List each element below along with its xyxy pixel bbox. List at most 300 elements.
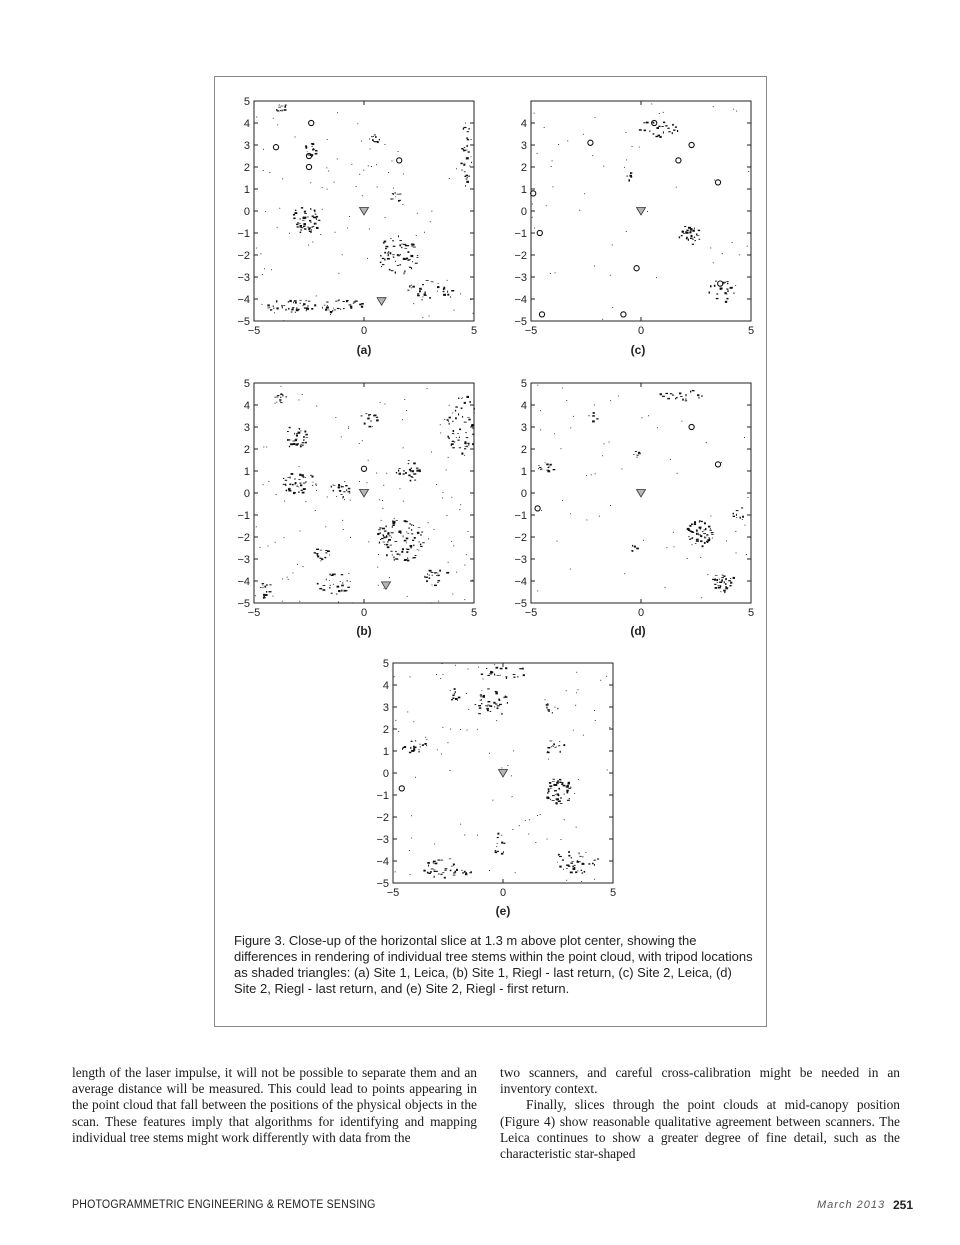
point bbox=[359, 481, 360, 482]
point bbox=[425, 737, 426, 738]
point bbox=[707, 535, 709, 536]
point bbox=[537, 591, 538, 592]
point bbox=[359, 174, 360, 175]
x-tick-label: −5 bbox=[247, 607, 261, 619]
point bbox=[335, 417, 336, 418]
point bbox=[460, 824, 461, 825]
point bbox=[497, 675, 500, 676]
point bbox=[441, 874, 442, 876]
point bbox=[378, 585, 379, 586]
point bbox=[595, 117, 596, 118]
point bbox=[528, 834, 529, 835]
point bbox=[696, 540, 699, 542]
point bbox=[400, 254, 401, 255]
point bbox=[411, 267, 412, 269]
point bbox=[407, 557, 408, 559]
x-tick-label: −5 bbox=[524, 325, 538, 337]
point bbox=[471, 425, 473, 427]
point bbox=[413, 746, 415, 748]
point bbox=[299, 466, 300, 467]
point bbox=[437, 575, 440, 576]
scatter-plot-d bbox=[491, 370, 771, 619]
point bbox=[387, 253, 390, 254]
point bbox=[554, 790, 557, 791]
point bbox=[465, 873, 467, 875]
point bbox=[402, 419, 403, 420]
point bbox=[714, 180, 715, 181]
point bbox=[452, 594, 453, 595]
point bbox=[376, 419, 379, 421]
point bbox=[398, 731, 399, 732]
point bbox=[381, 266, 382, 267]
point bbox=[279, 105, 280, 106]
point bbox=[547, 792, 549, 793]
point bbox=[333, 308, 334, 309]
plot-panel-d bbox=[491, 370, 771, 619]
point bbox=[276, 307, 278, 309]
point bbox=[420, 746, 421, 747]
y-tick-label: 1 bbox=[520, 184, 527, 196]
point bbox=[471, 157, 472, 158]
point bbox=[612, 245, 613, 246]
point bbox=[559, 782, 561, 783]
point bbox=[610, 505, 611, 506]
point bbox=[325, 550, 327, 551]
point bbox=[290, 477, 291, 479]
x-tick-label: 5 bbox=[747, 607, 755, 619]
point bbox=[461, 148, 463, 149]
point bbox=[295, 210, 297, 211]
point bbox=[374, 141, 377, 142]
x-tick-label: 0 bbox=[637, 607, 645, 619]
point bbox=[546, 464, 549, 466]
point bbox=[437, 749, 438, 750]
point bbox=[574, 865, 575, 866]
point bbox=[408, 463, 410, 464]
point bbox=[316, 485, 317, 486]
point bbox=[323, 585, 326, 586]
point bbox=[665, 587, 666, 588]
point bbox=[554, 785, 556, 786]
point bbox=[404, 540, 407, 542]
point bbox=[487, 710, 489, 712]
point bbox=[467, 417, 469, 418]
point bbox=[466, 554, 467, 555]
point bbox=[281, 106, 284, 107]
point bbox=[691, 235, 693, 237]
point bbox=[497, 707, 499, 709]
point bbox=[407, 245, 409, 246]
point bbox=[442, 663, 443, 664]
point bbox=[595, 473, 596, 474]
point bbox=[456, 572, 457, 573]
point bbox=[549, 782, 551, 784]
point bbox=[334, 573, 335, 575]
point bbox=[322, 209, 323, 210]
point bbox=[557, 708, 558, 709]
point bbox=[301, 474, 304, 476]
point bbox=[419, 470, 421, 472]
point bbox=[740, 517, 741, 519]
point bbox=[393, 557, 395, 558]
point bbox=[296, 435, 298, 437]
point bbox=[316, 549, 319, 550]
point bbox=[292, 307, 294, 308]
point bbox=[506, 678, 507, 679]
point bbox=[494, 706, 495, 707]
y-tick-label: −1 bbox=[514, 510, 527, 522]
point bbox=[502, 768, 503, 769]
point bbox=[702, 531, 704, 532]
point bbox=[469, 401, 471, 403]
point bbox=[303, 440, 305, 441]
point bbox=[704, 530, 706, 531]
point bbox=[345, 485, 347, 486]
point bbox=[464, 402, 466, 404]
y-tick-label: −3 bbox=[514, 554, 527, 566]
point bbox=[324, 305, 326, 306]
point bbox=[685, 399, 687, 400]
point bbox=[659, 113, 660, 114]
point bbox=[300, 444, 302, 445]
point bbox=[634, 546, 636, 548]
point bbox=[540, 814, 541, 815]
point bbox=[430, 221, 431, 222]
point bbox=[597, 859, 599, 860]
point bbox=[466, 138, 468, 139]
point bbox=[378, 529, 381, 530]
point bbox=[342, 498, 343, 499]
point bbox=[434, 844, 435, 845]
point bbox=[262, 274, 263, 275]
point bbox=[453, 864, 454, 866]
point bbox=[341, 574, 343, 575]
point bbox=[432, 575, 433, 576]
y-tick-label: −4 bbox=[514, 294, 527, 306]
point bbox=[346, 489, 347, 491]
point bbox=[300, 226, 302, 228]
point bbox=[488, 701, 491, 702]
point bbox=[294, 433, 295, 435]
point bbox=[263, 587, 264, 588]
point bbox=[275, 542, 276, 543]
point bbox=[724, 591, 725, 593]
point bbox=[282, 395, 283, 397]
point bbox=[594, 710, 595, 711]
point bbox=[276, 397, 278, 398]
point bbox=[714, 584, 716, 585]
point bbox=[300, 303, 301, 304]
point bbox=[644, 130, 646, 132]
point bbox=[300, 431, 301, 432]
point bbox=[718, 587, 721, 589]
point bbox=[411, 288, 412, 289]
point bbox=[710, 248, 711, 249]
point bbox=[392, 254, 395, 255]
point bbox=[347, 491, 348, 492]
body-right-paragraph-2: Finally, slices through the point clouds at mid-canopy position (Figure 4) show reasonable qualitative agreement between scanners. The Leica continues to show a greater degree of fine detail, such as the characteristic star-shaped bbox=[500, 1097, 900, 1162]
point bbox=[391, 537, 392, 538]
point bbox=[558, 144, 559, 145]
point bbox=[269, 307, 270, 308]
point bbox=[300, 232, 302, 233]
y-tick-label: −2 bbox=[514, 250, 527, 262]
point bbox=[388, 251, 389, 252]
point bbox=[299, 224, 301, 225]
point bbox=[674, 546, 675, 547]
point bbox=[383, 537, 385, 539]
plot-panel-b bbox=[214, 370, 494, 619]
point bbox=[337, 159, 338, 160]
point bbox=[437, 291, 438, 292]
point bbox=[721, 462, 722, 463]
point bbox=[465, 123, 466, 124]
point bbox=[299, 601, 300, 602]
point bbox=[403, 447, 404, 448]
point bbox=[447, 294, 449, 296]
point bbox=[303, 303, 306, 305]
point bbox=[350, 306, 352, 307]
point bbox=[369, 229, 370, 230]
point bbox=[498, 699, 500, 700]
point bbox=[497, 851, 499, 852]
point bbox=[459, 447, 461, 448]
point bbox=[305, 145, 307, 147]
point bbox=[380, 402, 381, 403]
point bbox=[338, 484, 340, 486]
point bbox=[704, 542, 706, 544]
point bbox=[403, 174, 404, 175]
point bbox=[278, 107, 281, 108]
point bbox=[464, 599, 465, 600]
point bbox=[380, 539, 381, 540]
point bbox=[393, 188, 394, 189]
point bbox=[551, 746, 552, 747]
point bbox=[460, 293, 461, 294]
body-left-column bbox=[72, 1065, 477, 1146]
point bbox=[720, 288, 722, 290]
point bbox=[467, 443, 470, 444]
point bbox=[427, 739, 428, 740]
point bbox=[456, 168, 457, 169]
point bbox=[454, 688, 456, 690]
point bbox=[501, 842, 503, 844]
point bbox=[639, 129, 642, 131]
point bbox=[578, 689, 579, 690]
point bbox=[327, 305, 328, 306]
point bbox=[691, 531, 693, 533]
point bbox=[343, 529, 344, 530]
x-tick-label: −5 bbox=[524, 607, 538, 619]
point bbox=[505, 667, 507, 669]
point bbox=[409, 523, 411, 524]
point bbox=[566, 400, 567, 401]
point bbox=[661, 126, 663, 127]
point bbox=[692, 230, 694, 232]
point bbox=[721, 577, 724, 578]
point bbox=[690, 538, 693, 539]
point bbox=[436, 871, 438, 872]
point bbox=[307, 227, 308, 228]
point bbox=[273, 308, 274, 310]
point bbox=[570, 569, 571, 570]
point bbox=[455, 410, 456, 412]
point bbox=[383, 485, 384, 486]
point bbox=[437, 573, 438, 574]
point bbox=[301, 207, 303, 209]
point bbox=[579, 852, 580, 854]
point bbox=[679, 393, 682, 395]
point bbox=[367, 482, 368, 483]
plot-panel-c bbox=[491, 88, 771, 337]
point bbox=[717, 585, 720, 586]
point bbox=[503, 851, 504, 853]
point bbox=[701, 521, 703, 522]
point bbox=[582, 863, 585, 865]
point bbox=[467, 730, 468, 731]
point bbox=[287, 577, 288, 578]
point bbox=[353, 302, 356, 303]
point bbox=[404, 273, 405, 275]
point bbox=[461, 398, 462, 399]
point bbox=[429, 577, 431, 578]
point bbox=[389, 577, 390, 578]
point bbox=[434, 529, 435, 530]
y-tick-label: 5 bbox=[243, 96, 250, 108]
point bbox=[431, 603, 432, 604]
point bbox=[618, 396, 619, 397]
point bbox=[512, 829, 513, 830]
point bbox=[398, 255, 399, 257]
point bbox=[311, 308, 313, 310]
point bbox=[548, 467, 550, 468]
point bbox=[424, 295, 427, 296]
point bbox=[406, 258, 408, 260]
point bbox=[304, 213, 307, 214]
point bbox=[421, 532, 423, 533]
point bbox=[727, 283, 728, 284]
point bbox=[715, 575, 718, 576]
point bbox=[334, 310, 336, 311]
point bbox=[263, 484, 264, 485]
point bbox=[636, 548, 639, 550]
point bbox=[560, 803, 563, 804]
point bbox=[496, 846, 497, 847]
point bbox=[719, 579, 720, 580]
point bbox=[364, 423, 366, 425]
point bbox=[554, 744, 555, 745]
point bbox=[448, 438, 449, 440]
point bbox=[512, 796, 513, 797]
point bbox=[462, 416, 463, 418]
point bbox=[746, 554, 747, 555]
point bbox=[459, 429, 461, 431]
point bbox=[344, 499, 345, 500]
point bbox=[298, 479, 300, 480]
point bbox=[349, 304, 352, 305]
point bbox=[461, 170, 463, 171]
point bbox=[300, 230, 302, 231]
point bbox=[300, 531, 301, 532]
point bbox=[461, 453, 463, 455]
point bbox=[277, 110, 280, 111]
point bbox=[377, 141, 379, 143]
point bbox=[464, 455, 465, 456]
point bbox=[316, 490, 317, 491]
point bbox=[624, 573, 625, 574]
point bbox=[548, 788, 550, 790]
point bbox=[343, 496, 344, 498]
point bbox=[328, 171, 329, 172]
point bbox=[276, 494, 277, 495]
point bbox=[690, 238, 693, 239]
point bbox=[362, 195, 363, 196]
point bbox=[347, 580, 348, 581]
point bbox=[413, 557, 416, 558]
point bbox=[412, 286, 415, 288]
point bbox=[583, 134, 584, 135]
point bbox=[532, 217, 533, 218]
point bbox=[582, 856, 583, 857]
point bbox=[368, 165, 369, 166]
point bbox=[436, 674, 437, 675]
point bbox=[633, 454, 635, 455]
point bbox=[552, 745, 553, 746]
point bbox=[349, 492, 351, 493]
point bbox=[466, 175, 469, 176]
point bbox=[538, 468, 539, 469]
point bbox=[295, 439, 298, 440]
point bbox=[277, 227, 278, 228]
point bbox=[677, 130, 678, 132]
point bbox=[427, 862, 430, 864]
point bbox=[412, 540, 414, 541]
point bbox=[374, 135, 376, 136]
point bbox=[407, 290, 409, 291]
point bbox=[579, 210, 580, 211]
point bbox=[552, 795, 555, 796]
point bbox=[638, 453, 641, 454]
point bbox=[410, 547, 411, 548]
point bbox=[559, 741, 560, 742]
point bbox=[296, 307, 297, 309]
point bbox=[392, 520, 393, 522]
point bbox=[431, 572, 434, 573]
point bbox=[409, 267, 411, 268]
point bbox=[670, 459, 671, 460]
point bbox=[466, 157, 469, 159]
point bbox=[501, 835, 502, 836]
point bbox=[315, 510, 316, 511]
point bbox=[293, 573, 294, 574]
point bbox=[388, 254, 389, 256]
point bbox=[497, 705, 500, 706]
point bbox=[710, 530, 712, 531]
point bbox=[330, 585, 331, 586]
point bbox=[393, 193, 394, 195]
point bbox=[656, 127, 659, 129]
point bbox=[403, 470, 405, 471]
point bbox=[414, 537, 416, 539]
point bbox=[297, 226, 299, 227]
point bbox=[347, 228, 348, 229]
point bbox=[567, 865, 570, 867]
point bbox=[576, 692, 577, 693]
point bbox=[499, 700, 501, 701]
point bbox=[304, 431, 306, 433]
point bbox=[513, 677, 515, 678]
point bbox=[419, 744, 420, 745]
